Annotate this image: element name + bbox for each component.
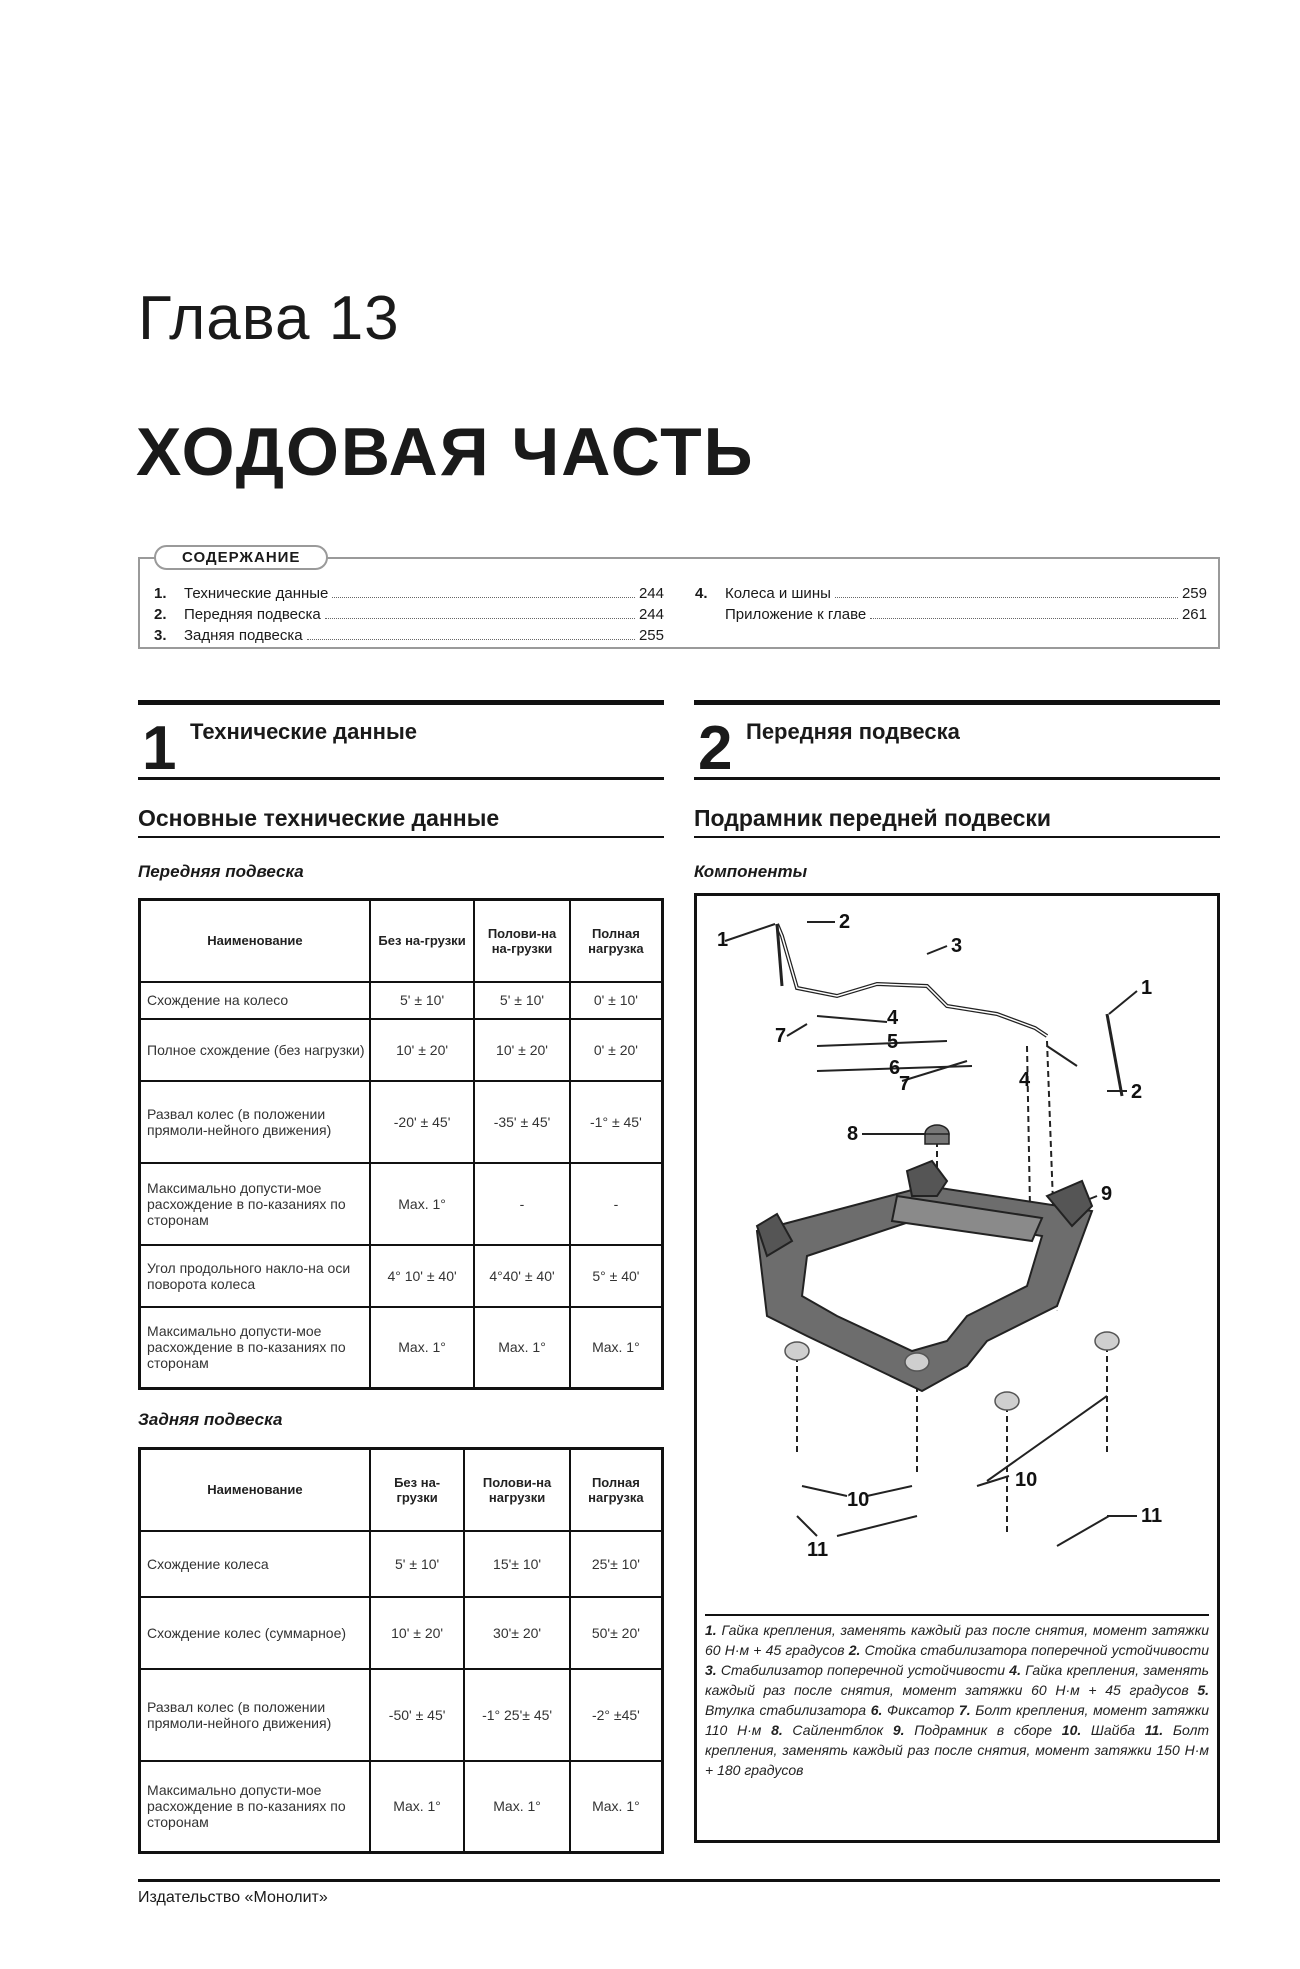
leader-dots xyxy=(307,639,635,640)
table-row xyxy=(140,1761,663,1853)
value-cell: 10' ± 20' xyxy=(474,1019,570,1081)
caption-item-number: 1. xyxy=(705,1622,717,1638)
contents-item-text: Передняя подвеска xyxy=(184,606,321,623)
footer-rule xyxy=(138,1879,1220,1882)
callout-number: 5 xyxy=(887,1031,899,1053)
caption-item-number: 8. xyxy=(771,1722,783,1738)
table-caption-front: Передняя подвеска xyxy=(138,862,304,881)
contents-item-text: Задняя подвеска xyxy=(184,627,303,644)
parameter-cell: Развал колес (в положении прямоли-нейного движения) xyxy=(140,1669,370,1761)
callout-number: 1 xyxy=(1141,977,1153,999)
subframe-figure xyxy=(694,893,1220,1843)
value-cell: 5' ± 10' xyxy=(370,982,474,1019)
contents-box xyxy=(138,549,1220,649)
value-cell: -35' ± 45' xyxy=(474,1081,570,1163)
column-header: Без на-грузки xyxy=(370,1449,464,1531)
column-header: Без на-грузки xyxy=(370,900,474,982)
leader-dots xyxy=(870,618,1178,619)
value-cell: 0' ± 10' xyxy=(570,982,663,1019)
callout-number: 11 xyxy=(1141,1505,1163,1527)
section-subheading: Основные технические данные xyxy=(138,805,664,838)
value-cell: 5' ± 10' xyxy=(370,1531,464,1597)
column-header: Полная нагрузка xyxy=(570,1449,663,1531)
table-row xyxy=(140,1019,663,1081)
value-cell: 10' ± 20' xyxy=(370,1597,464,1669)
caption-item-text: Втулка стабилизатора xyxy=(705,1702,871,1718)
contents-item[interactable] xyxy=(154,581,664,602)
contents-item-number: 4. xyxy=(695,585,708,602)
table-row xyxy=(140,1307,663,1389)
value-cell: Max. 1° xyxy=(370,1307,474,1389)
parameter-cell: Максимально допусти-мое расхождение в по-казаниях по сторонам xyxy=(140,1761,370,1853)
value-cell: -1° 25'± 45' xyxy=(464,1669,569,1761)
table-header-row xyxy=(140,1449,663,1531)
subframe-exploded-diagram xyxy=(697,896,1217,1608)
contents-item-text: Технические данные xyxy=(184,585,329,602)
caption-item-text: Шайба xyxy=(1081,1722,1145,1738)
caption-item-text: Фиксатор xyxy=(882,1702,959,1718)
contents-item-number: 2. xyxy=(154,606,167,623)
parameter-cell: Максимально допусти-мое расхождение в по-казаниях по сторонам xyxy=(140,1307,370,1389)
value-cell: - xyxy=(474,1163,570,1245)
column-header: Полови-на на-грузки xyxy=(474,900,570,982)
caption-item-text: Сайлентблок xyxy=(782,1722,893,1738)
chapter-label: Глава 13 xyxy=(138,284,400,353)
callout-number: 11 xyxy=(807,1539,829,1561)
section-title: Передняя подвеска xyxy=(746,719,960,744)
caption-item-number: 2. xyxy=(848,1642,861,1658)
value-cell: 50'± 20' xyxy=(570,1597,663,1669)
column-header: Наименование xyxy=(140,1449,370,1531)
contents-right-column xyxy=(695,581,1207,623)
value-cell: Max. 1° xyxy=(370,1163,474,1245)
value-cell: Max. 1° xyxy=(570,1761,663,1853)
figure-caption xyxy=(705,1614,1209,1780)
contents-item-number: 1. xyxy=(154,585,167,602)
value-cell: -1° ± 45' xyxy=(570,1081,663,1163)
contents-item[interactable] xyxy=(695,602,1207,623)
contents-item-page: 244 xyxy=(638,585,664,602)
caption-item-text: Гайка крепления, заменять каждый раз после снятия, момент затяжки 60 Н·м + 45 градусов xyxy=(705,1622,1209,1658)
callout-number: 10 xyxy=(1015,1469,1038,1491)
contents-item-page: 259 xyxy=(1181,585,1207,602)
contents-left-column xyxy=(154,581,664,644)
callout-number: 7 xyxy=(775,1025,787,1047)
value-cell: - xyxy=(570,1163,663,1245)
callout-number: 2 xyxy=(1131,1081,1143,1103)
caption-item-number: 5. xyxy=(1197,1682,1209,1698)
section-number: 2 xyxy=(698,714,733,783)
caption-item-number: 7. xyxy=(958,1702,971,1718)
value-cell: -50' ± 45' xyxy=(370,1669,464,1761)
parameter-cell: Полное схождение (без нагрузки) xyxy=(140,1019,370,1081)
rear-suspension-table xyxy=(138,1447,664,1854)
caption-item-number: 11. xyxy=(1144,1722,1164,1738)
contents-item[interactable] xyxy=(154,602,664,623)
caption-item-number: 6. xyxy=(870,1702,883,1718)
value-cell: 5' ± 10' xyxy=(474,982,570,1019)
contents-item[interactable] xyxy=(695,581,1207,602)
section-title: Технические данные xyxy=(190,719,417,744)
section-2-header xyxy=(694,700,1220,783)
leader-dots xyxy=(835,597,1178,598)
caption-item-text: Стабилизатор поперечной устойчивости xyxy=(716,1662,1010,1678)
value-cell: 25'± 10' xyxy=(570,1531,663,1597)
callout-number: 3 xyxy=(951,935,963,957)
contents-label: СОДЕРЖАНИЕ xyxy=(154,545,328,570)
publisher-footer: Издательство «Монолит» xyxy=(138,1889,328,1906)
callout-number: 8 xyxy=(847,1123,859,1145)
value-cell: 10' ± 20' xyxy=(370,1019,474,1081)
caption-item-number: 3. xyxy=(705,1662,717,1678)
value-cell: Max. 1° xyxy=(370,1761,464,1853)
caption-item-text: Гайка крепления, заменять каждый раз после снятия, момент затяжки 60 Н·м + 45 градусов xyxy=(705,1662,1209,1698)
value-cell: Max. 1° xyxy=(474,1307,570,1389)
caption-item-number: 4. xyxy=(1009,1662,1021,1678)
value-cell: Max. 1° xyxy=(464,1761,569,1853)
value-cell: 4° 10' ± 40' xyxy=(370,1245,474,1307)
contents-item[interactable] xyxy=(154,623,664,644)
contents-item-number: 3. xyxy=(154,627,167,644)
parameter-cell: Схождение колеса xyxy=(140,1531,370,1597)
value-cell: 30'± 20' xyxy=(464,1597,569,1669)
contents-item-page: 261 xyxy=(1181,606,1207,623)
parameter-cell: Угол продольного накло-на оси поворота колеса xyxy=(140,1245,370,1307)
table-row xyxy=(140,1245,663,1307)
caption-item-text: Болт крепления, момент затяжки 110 Н·м xyxy=(705,1702,1209,1738)
callout-number: 7 xyxy=(899,1073,911,1095)
bushing-shape xyxy=(925,1125,949,1144)
contents-item-page: 255 xyxy=(638,627,664,644)
section-1-header xyxy=(138,700,664,783)
table-row xyxy=(140,1081,663,1163)
value-cell: 5° ± 40' xyxy=(570,1245,663,1307)
figure-label: Компоненты xyxy=(694,862,808,881)
contents-item-text: Приложение к главе xyxy=(725,606,867,623)
caption-item-number: 9. xyxy=(892,1722,905,1738)
table-caption-rear: Задняя подвеска xyxy=(138,1410,283,1429)
parameter-cell: Схождение колес (суммарное) xyxy=(140,1597,370,1669)
table-row xyxy=(140,1597,663,1669)
parameter-cell: Максимально допусти-мое расхождение в по-казаниях по сторонам xyxy=(140,1163,370,1245)
table-row xyxy=(140,982,663,1019)
value-cell: -20' ± 45' xyxy=(370,1081,474,1163)
chapter-title: ХОДОВАЯ ЧАСТЬ xyxy=(136,414,755,490)
table-row xyxy=(140,1531,663,1597)
callout-number: 9 xyxy=(1101,1183,1113,1205)
column-header: Наименование xyxy=(140,900,370,982)
value-cell: Max. 1° xyxy=(570,1307,663,1389)
caption-item-text: Стойка стабилизатора поперечной устойчивости xyxy=(860,1642,1209,1658)
column-header: Полови-на нагрузки xyxy=(464,1449,569,1531)
callout-number: 4 xyxy=(887,1007,899,1029)
value-cell: -2° ±45' xyxy=(570,1669,663,1761)
callout-number: 4 xyxy=(1019,1069,1031,1091)
contents-item-page: 244 xyxy=(638,606,664,623)
leader-dots xyxy=(325,618,635,619)
value-cell: 0' ± 20' xyxy=(570,1019,663,1081)
section-subheading: Подрамник передней подвески xyxy=(694,805,1220,838)
table-row xyxy=(140,1163,663,1245)
callout-number: 10 xyxy=(847,1489,870,1511)
parameter-cell: Развал колес (в положении прямоли-нейного движения) xyxy=(140,1081,370,1163)
caption-item-text: Болт крепления, заменять каждый раз после снятия, момент затяжки 150 Н·м + 180 градусов xyxy=(705,1722,1210,1778)
callout-number: 1 xyxy=(717,929,729,951)
table-row xyxy=(140,1669,663,1761)
section-number: 1 xyxy=(142,714,177,783)
column-header: Полная нагрузка xyxy=(570,900,663,982)
callout-number: 6 xyxy=(889,1057,901,1079)
table-header-row xyxy=(140,900,663,982)
caption-item-number: 10. xyxy=(1061,1722,1082,1738)
callout-number: 2 xyxy=(839,911,851,933)
caption-item-text: Подрамник в сборе xyxy=(904,1722,1062,1738)
value-cell: 4°40' ± 40' xyxy=(474,1245,570,1307)
value-cell: 15'± 10' xyxy=(464,1531,569,1597)
front-suspension-table xyxy=(138,898,664,1390)
leader-dots xyxy=(332,597,635,598)
parameter-cell: Схождение на колесо xyxy=(140,982,370,1019)
contents-item-text: Колеса и шины xyxy=(725,585,831,602)
